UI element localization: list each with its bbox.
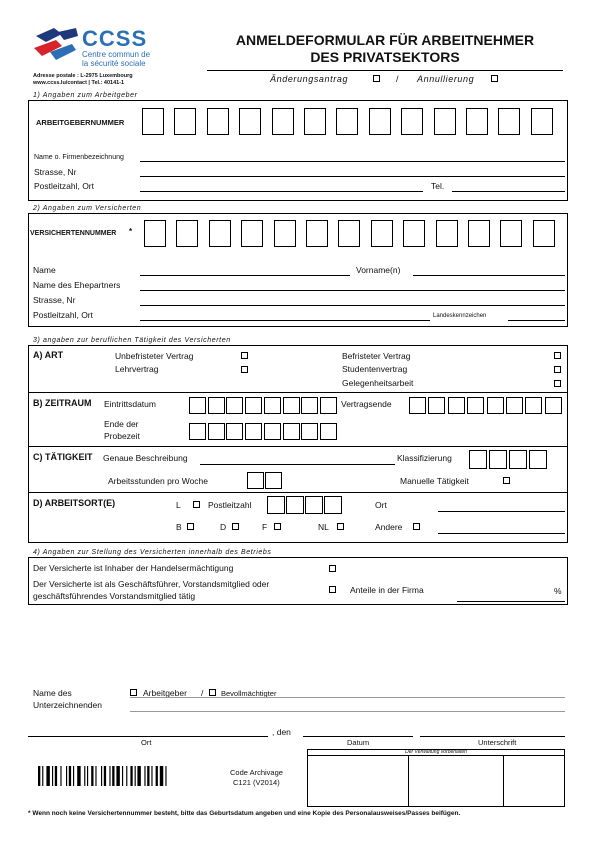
classification-digit-box[interactable] bbox=[529, 450, 547, 469]
cancellation-label: Annullierung bbox=[417, 74, 475, 84]
employer-number-digit-box[interactable] bbox=[304, 108, 326, 135]
employer-street-label: Strasse, Nr bbox=[34, 167, 77, 177]
contract-end-digit-box[interactable] bbox=[409, 397, 426, 414]
classification-digit-box[interactable] bbox=[489, 450, 507, 469]
section1-title: 1) Angaben zum Arbeitgeber bbox=[33, 92, 138, 99]
title-rule bbox=[207, 70, 563, 71]
insured-number-digit-box[interactable] bbox=[436, 220, 458, 247]
casual-work-label: Gelegenheitsarbeit bbox=[342, 378, 414, 388]
employer-number-digit-box[interactable] bbox=[369, 108, 391, 135]
manager-checkbox[interactable] bbox=[329, 586, 336, 593]
admin-box-header-rule bbox=[307, 755, 565, 756]
insured-number-digit-box[interactable] bbox=[144, 220, 166, 247]
admin-box-divider1 bbox=[408, 756, 409, 807]
contract-end-digit-box[interactable] bbox=[467, 397, 484, 414]
admin-box-title: Der Verwaltung vorbehalten bbox=[405, 749, 467, 755]
zeitraum-heading: B) ZEITRAUM bbox=[33, 398, 92, 408]
footnote: * Wenn noch keine Versichertennummer besteht, bitte das Geburtsdatum angeben und eine Kopie des Personalausweises/Passes beifügen. bbox=[28, 810, 461, 817]
brand-line1: Centre commun de bbox=[82, 50, 151, 59]
workplace-postal-digit-box[interactable] bbox=[267, 496, 285, 514]
signer-name-field1[interactable] bbox=[130, 697, 565, 698]
proxy-signer-checkbox[interactable] bbox=[209, 689, 216, 696]
workplace-postal-digit-box[interactable] bbox=[286, 496, 304, 514]
address-line1: Adresse postale : L-2975 Luxembourg bbox=[33, 73, 133, 79]
workplace-postal-digit-box[interactable] bbox=[305, 496, 323, 514]
permanent-contract-label: Unbefristeter Vertrag bbox=[115, 351, 194, 361]
change-request-checkbox[interactable] bbox=[373, 75, 380, 82]
admin-box-divider2 bbox=[503, 756, 504, 807]
trade-license-label: Der Versicherte ist Inhaber der Handelsermächtigung bbox=[33, 563, 234, 573]
workplace-city-field[interactable] bbox=[438, 511, 565, 512]
probation-end-digit-box[interactable] bbox=[301, 423, 318, 440]
insured-number-digit-box[interactable] bbox=[209, 220, 231, 247]
employer-number-digit-box[interactable] bbox=[336, 108, 358, 135]
taetigkeit-top-rule bbox=[28, 446, 568, 447]
admin-box bbox=[307, 749, 565, 807]
probation-end-digit-box[interactable] bbox=[320, 423, 337, 440]
start-date-digit-box[interactable] bbox=[283, 397, 300, 414]
contract-end-digit-box[interactable] bbox=[487, 397, 504, 414]
shares-label: Anteile in der Firma bbox=[350, 585, 424, 595]
zeitraum-top-rule bbox=[28, 392, 568, 393]
start-date-digit-box[interactable] bbox=[226, 397, 243, 414]
employer-signer-label: Arbeitgeber bbox=[143, 688, 187, 698]
insured-postal-field[interactable] bbox=[140, 320, 430, 321]
spouse-name-label: Name des Ehepartners bbox=[33, 280, 121, 290]
employer-number-digit-box[interactable] bbox=[498, 108, 520, 135]
employer-number-digit-box[interactable] bbox=[466, 108, 488, 135]
weekly-hours-label: Arbeitsstunden pro Woche bbox=[108, 476, 209, 486]
fixed-term-contract-label: Befristeter Vertrag bbox=[342, 351, 411, 361]
insured-number-digit-box[interactable] bbox=[241, 220, 263, 247]
workplace-city-label: Ort bbox=[375, 500, 387, 510]
insured-number-digit-box[interactable] bbox=[274, 220, 296, 247]
insured-number-digit-box[interactable] bbox=[176, 220, 198, 247]
archive-code-line1: Code Archivage bbox=[230, 768, 283, 777]
employer-number-digit-box[interactable] bbox=[239, 108, 261, 135]
section4-title: 4) Angaben zur Stellung des Versicherten innerhalb des Betriebs bbox=[33, 549, 272, 556]
cancellation-checkbox[interactable] bbox=[491, 75, 498, 82]
contract-end-digit-box[interactable] bbox=[545, 397, 562, 414]
country-nl-label: NL bbox=[318, 522, 329, 532]
probation-end-digit-box[interactable] bbox=[226, 423, 243, 440]
company-name-field[interactable] bbox=[140, 161, 565, 162]
country-code-field[interactable] bbox=[508, 320, 565, 321]
weekly-hours-digit-box[interactable] bbox=[265, 472, 282, 489]
insured-postal-label: Postleitzahl, Ort bbox=[33, 310, 93, 320]
insured-number-digit-box[interactable] bbox=[306, 220, 328, 247]
start-date-label: Eintrittsdatum bbox=[104, 399, 156, 409]
change-request-label: Änderungsantrag bbox=[270, 74, 349, 84]
probation-end-digit-box[interactable] bbox=[245, 423, 262, 440]
manager-label-line2: geschäftsführendes Vorstandsmitglied tätig bbox=[33, 591, 196, 601]
insured-number-digit-box[interactable] bbox=[533, 220, 555, 247]
form-title-line2: DES PRIVATSEKTORS bbox=[310, 49, 460, 65]
employer-number-digit-box[interactable] bbox=[531, 108, 553, 135]
signer-name-label1: Name des bbox=[33, 688, 72, 698]
probation-end-digit-box[interactable] bbox=[189, 423, 206, 440]
ccss-logo-mark bbox=[32, 26, 80, 66]
insured-street-field[interactable] bbox=[140, 305, 565, 306]
manual-work-label: Manuelle Tätigkeit bbox=[400, 476, 469, 486]
company-name-label: Name o. Firmenbezeichnung bbox=[34, 154, 124, 161]
casual-work-checkbox[interactable] bbox=[554, 380, 561, 387]
contract-end-digit-box[interactable] bbox=[506, 397, 523, 414]
probation-end-digit-box[interactable] bbox=[208, 423, 225, 440]
signer-name-label2: Unterzeichnenden bbox=[33, 700, 102, 710]
apprentice-contract-label: Lehrvertrag bbox=[115, 364, 159, 374]
arbeitsort-top-rule bbox=[28, 492, 568, 493]
signer-slash: / bbox=[201, 688, 204, 698]
employer-number-digit-box[interactable] bbox=[207, 108, 229, 135]
insured-name-label: Name bbox=[33, 265, 56, 275]
arbeitsort-heading: D) ARBEITSORT(E) bbox=[33, 498, 116, 508]
ccss-logo bbox=[32, 26, 172, 70]
date-field[interactable] bbox=[303, 736, 413, 737]
signer-name-field2[interactable] bbox=[130, 711, 565, 712]
employer-number-digit-box[interactable] bbox=[272, 108, 294, 135]
brand-name: CCSS bbox=[82, 26, 148, 51]
trade-license-checkbox[interactable] bbox=[329, 565, 336, 572]
employer-postal-label: Postleitzahl, Ort bbox=[34, 181, 94, 191]
country-l-checkbox[interactable] bbox=[193, 501, 200, 508]
brand-line2: la sécurité sociale bbox=[82, 59, 146, 68]
country-other-checkbox[interactable] bbox=[413, 523, 420, 530]
start-date-digit-box[interactable] bbox=[301, 397, 318, 414]
probation-end-digit-box[interactable] bbox=[283, 423, 300, 440]
country-d-label: D bbox=[220, 522, 227, 532]
contract-end-digit-box[interactable] bbox=[428, 397, 445, 414]
country-f-checkbox[interactable] bbox=[274, 523, 281, 530]
contract-end-digit-box[interactable] bbox=[448, 397, 465, 414]
employer-tel-field[interactable] bbox=[452, 191, 565, 192]
start-date-digit-box[interactable] bbox=[208, 397, 225, 414]
contract-end-label: Vertragsende bbox=[341, 399, 392, 409]
form-title-line1: ANMELDEFORMULAR FÜR ARBEITNEHMER bbox=[235, 32, 535, 48]
art-heading: A) ART bbox=[33, 350, 64, 360]
employer-number-digit-box[interactable] bbox=[401, 108, 423, 135]
country-nl-checkbox[interactable] bbox=[337, 523, 344, 530]
employer-number-digit-box[interactable] bbox=[142, 108, 164, 135]
insured-number-digit-box[interactable] bbox=[403, 220, 425, 247]
student-contract-checkbox[interactable] bbox=[554, 366, 561, 373]
insured-number-digit-box[interactable] bbox=[338, 220, 360, 247]
country-b-checkbox[interactable] bbox=[187, 523, 194, 530]
employer-tel-label: Tel. bbox=[431, 181, 445, 191]
firstname-label: Vorname(n) bbox=[356, 265, 401, 275]
classification-digit-box[interactable] bbox=[509, 450, 527, 469]
shares-field[interactable] bbox=[457, 601, 565, 602]
signature-field[interactable] bbox=[420, 736, 565, 737]
section3-title: 3) angaben zur beruflichen Tätigkeit des Versicherten bbox=[33, 337, 231, 344]
spouse-name-field[interactable] bbox=[140, 290, 565, 291]
proxy-signer-label: Bevollmächtigter bbox=[221, 689, 277, 698]
country-f-label: F bbox=[262, 522, 268, 532]
probation-end-digit-box[interactable] bbox=[264, 423, 281, 440]
insured-number-digit-box[interactable] bbox=[500, 220, 522, 247]
insured-number-digit-box[interactable] bbox=[468, 220, 490, 247]
start-date-digit-box[interactable] bbox=[320, 397, 337, 414]
employer-number-digit-box[interactable] bbox=[174, 108, 196, 135]
date-caption: Datum bbox=[347, 738, 370, 747]
manager-label-line1: Der Versicherte ist als Geschäftsführer, Vorstandsmitglied oder bbox=[33, 579, 270, 589]
job-description-field[interactable] bbox=[200, 464, 395, 465]
shares-percent: % bbox=[554, 586, 562, 596]
manual-work-checkbox[interactable] bbox=[503, 477, 510, 484]
insured-name-field[interactable] bbox=[140, 275, 350, 276]
section2-title: 2) Angaben zum Versicherten bbox=[33, 205, 142, 212]
employer-number-digit-box[interactable] bbox=[434, 108, 456, 135]
classification-label: Klassifizierung bbox=[397, 453, 452, 463]
country-other-field[interactable] bbox=[438, 533, 565, 534]
apprentice-contract-checkbox[interactable] bbox=[241, 366, 248, 373]
signature-caption: Unterschrift bbox=[478, 738, 517, 747]
workplace-postal-label: Postleitzahl bbox=[208, 500, 252, 510]
insured-number-label: VERSICHERTENNUMMER bbox=[30, 230, 117, 237]
employer-signer-checkbox[interactable] bbox=[130, 689, 137, 696]
place-caption: Ort bbox=[141, 738, 152, 747]
insured-number-asterisk: * bbox=[129, 227, 133, 236]
job-description-label: Genaue Beschreibung bbox=[103, 453, 188, 463]
weekly-hours-digit-box[interactable] bbox=[247, 472, 264, 489]
date-connector: , den bbox=[272, 727, 291, 737]
start-date-digit-box[interactable] bbox=[264, 397, 281, 414]
employer-postal-field[interactable] bbox=[140, 191, 423, 192]
start-date-digit-box[interactable] bbox=[245, 397, 262, 414]
firstname-field[interactable] bbox=[413, 275, 565, 276]
classification-digit-box[interactable] bbox=[469, 450, 487, 469]
student-contract-label: Studentenvertrag bbox=[342, 364, 408, 374]
country-other-label: Andere bbox=[375, 522, 403, 532]
workplace-postal-digit-box[interactable] bbox=[324, 496, 342, 514]
taetigkeit-heading: C) TÄTIGKEIT bbox=[33, 452, 93, 462]
contract-end-digit-box[interactable] bbox=[525, 397, 542, 414]
probation-end-label2: Probezeit bbox=[104, 431, 140, 441]
insured-street-label: Strasse, Nr bbox=[33, 295, 76, 305]
archive-code-line2: C121 (V2014) bbox=[233, 778, 280, 787]
place-field[interactable] bbox=[28, 736, 268, 737]
country-code-label: Landeskennzeichen bbox=[433, 313, 487, 319]
address-line2: www.ccss.lu/contact | Tel.: 40141-1 bbox=[33, 80, 125, 86]
probation-end-label1: Ende der bbox=[104, 419, 139, 429]
insured-number-digit-box[interactable] bbox=[371, 220, 393, 247]
country-l-label: L bbox=[176, 500, 181, 510]
country-d-checkbox[interactable] bbox=[232, 523, 239, 530]
fixed-term-contract-checkbox[interactable] bbox=[554, 352, 561, 359]
country-b-label: B bbox=[176, 522, 182, 532]
start-date-digit-box[interactable] bbox=[189, 397, 206, 414]
barcode-image bbox=[38, 766, 208, 786]
employer-number-label: ARBEITGEBERNUMMER bbox=[36, 118, 125, 127]
permanent-contract-checkbox[interactable] bbox=[241, 352, 248, 359]
employer-street-field[interactable] bbox=[140, 176, 565, 177]
title-slash: / bbox=[396, 74, 399, 84]
